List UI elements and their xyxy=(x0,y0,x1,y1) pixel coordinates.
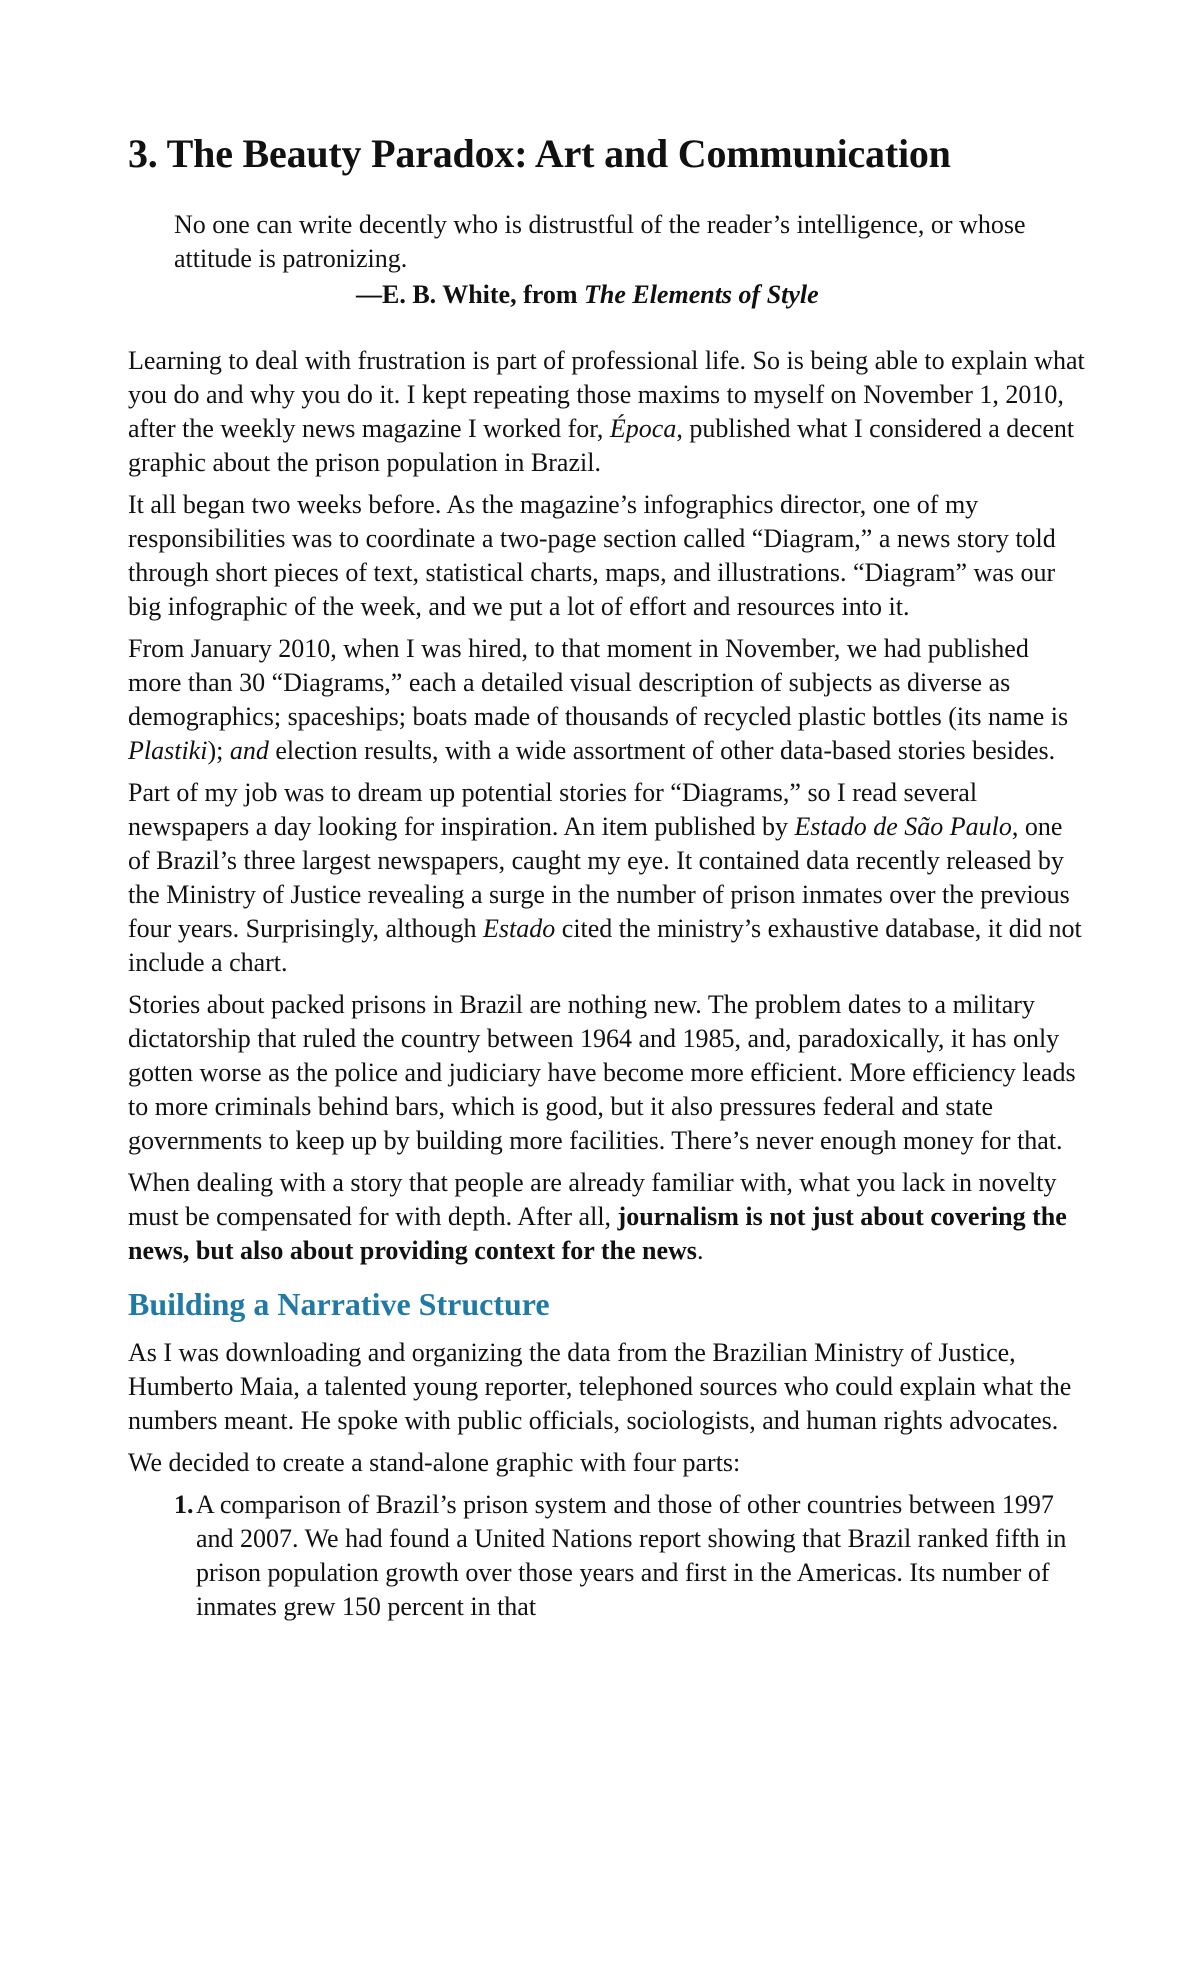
paragraph-text: When dealing with a story that people are already familiar with, what you lack in novelty must be compensated for with depth. After all, xyxy=(128,1168,1057,1231)
magazine-name: Época xyxy=(609,414,677,443)
emphasis: and xyxy=(229,736,269,765)
page-content xyxy=(128,128,1088,1624)
epigraph-source: The Elements of Style xyxy=(583,280,819,309)
key-statement: journalism is not just about covering the news, but also about providing context for the news xyxy=(128,1202,1067,1265)
paragraph: We decided to create a stand-alone graphic with four parts: xyxy=(128,1448,741,1477)
paragraph-text: ); xyxy=(207,736,230,765)
epigraph-author: —E. B. White, from xyxy=(356,280,584,309)
paragraph xyxy=(128,344,1088,480)
paragraph-text: cited the ministry’s exhaustive database, it did not include a chart. xyxy=(128,914,1082,977)
paragraph: As I was downloading and organizing the data from the Brazilian Ministry of Justice, Humberto Maia, a talented young reporter, telephoned sources who could explain what the numbers meant. He spoke with public officials, sociologists, and human rights advocates. xyxy=(128,1338,1072,1435)
paragraph xyxy=(128,776,1088,980)
paragraph-text: Part of my job was to dream up potential stories for “Diagrams,” so I read several newspapers a day looking for inspiration. An item published by xyxy=(128,778,978,841)
paragraph-text: election results, with a wide assortment of other data-based stories besides. xyxy=(268,736,1056,765)
newspaper-name: Estado de São Paulo xyxy=(794,812,1012,841)
list-item-number: 1. xyxy=(174,1490,194,1519)
epigraph-quote: No one can write decently who is distrustful of the reader’s intelligence, or whose attitude is patronizing. xyxy=(174,210,1026,273)
list-item-text: A comparison of Brazil’s prison system and those of other countries between 1997 and 2007. We had found a United Nations report showing that Brazil ranked fifth in prison population growth over those years and first in the Americas. Its number of inmates grew 150 percent in that xyxy=(196,1490,1067,1621)
paragraph-text: , published what I considered a decent graphic about the prison population in Brazil. xyxy=(128,414,1075,477)
epigraph xyxy=(174,208,1054,314)
chapter-title: 3. The Beauty Paradox: Art and Communication xyxy=(128,131,951,176)
paragraph-text: , one of Brazil’s three largest newspapers, caught my eye. It contained data recently released by the Ministry of Justice revealing a surge in the number of prison inmates over the previous four years. Surprisingly, although xyxy=(128,812,1070,943)
boat-name: Plastiki xyxy=(128,736,208,765)
paragraph: Stories about packed prisons in Brazil are nothing new. The problem dates to a military dictatorship that ruled the country between 1964 and 1985, and, paradoxically, it has only gotten worse as the police and judiciary have become more efficient. More efficiency leads to more criminals behind bars, which is good, but it also pressures federal and state governments to keep up by building more facilities. There’s never enough money for that. xyxy=(128,990,1076,1155)
newspaper-name: Estado xyxy=(483,914,556,943)
paragraph xyxy=(128,632,1088,768)
paragraph-text: From January 2010, when I was hired, to that moment in November, we had published more than 30 “Diagrams,” each a detailed visual description of subjects as diverse as demographics; spaceships; boats made of thousands of recycled plastic bottles (its name is xyxy=(128,634,1069,731)
section-heading: Building a Narrative Structure xyxy=(128,1286,550,1322)
paragraph-text: . xyxy=(696,1236,704,1265)
paragraph xyxy=(128,1166,1088,1268)
list-item xyxy=(174,1488,1088,1624)
paragraph: It all began two weeks before. As the magazine’s infographics director, one of my responsibilities was to coordinate a two-page section called “Diagram,” a news story told through short pieces of text, statistical charts, maps, and illustrations. “Diagram” was our big infographic of the week, and we put a lot of effort and resources into it. xyxy=(128,490,1056,621)
paragraph-text: Learning to deal with frustration is part of professional life. So is being able to explain what you do and why you do it. I kept repeating those maxims to myself on November 1, 2010, after the weekly news magazine I worked for, xyxy=(128,346,1085,443)
body-text xyxy=(128,344,1088,1624)
epigraph-attribution xyxy=(174,276,1054,314)
